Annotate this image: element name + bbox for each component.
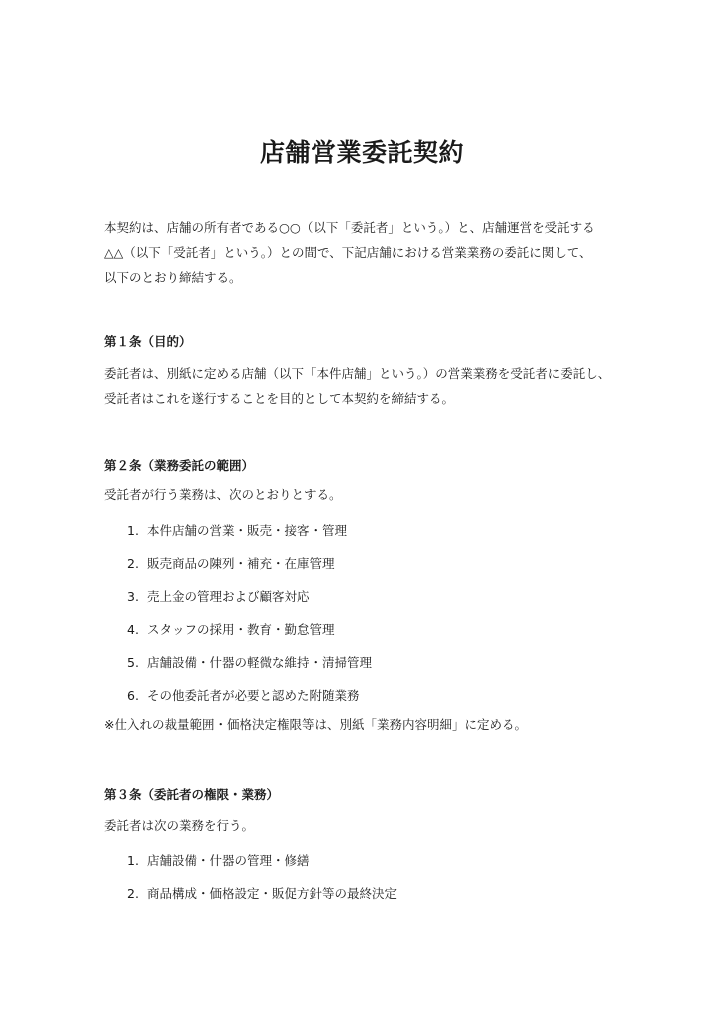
article-2-list-item: 4. スタッフの採用・教育・勤怠管理	[127, 622, 335, 637]
document-title: 店舗営業委託契約	[259, 138, 464, 167]
article-1-body-line-1: 委託者は、別紙に定める店舗（以下「本件店舗」という。）の営業業務を受託者に委託し、	[104, 366, 611, 381]
article-1-heading: 第１条（目的）	[104, 334, 192, 349]
article-2-intro: 受託者が行う業務は、次のとおりとする。	[104, 487, 342, 502]
article-1-body-line-2: 受託者はこれを遂行することを目的として本契約を締結する。	[104, 391, 455, 406]
article-2-list-item: 2. 販売商品の陳列・補充・在庫管理	[127, 556, 335, 571]
article-2-list-item: 5. 店舗設備・什器の軽微な維持・清掃管理	[127, 655, 373, 670]
article-2-list-item: 6. その他委託者が必要と認めた附随業務	[127, 688, 360, 703]
article-3-list-item: 2. 商品構成・価格設定・販促方針等の最終決定	[127, 886, 398, 901]
article-3-heading: 第３条（委託者の権限・業務）	[104, 787, 280, 802]
preamble-line-1: 本契約は、店舗の所有者である○○（以下「委託者」という。）と、店舗運営を受託する	[104, 220, 595, 235]
article-2-list-item: 3. 売上金の管理および顧客対応	[127, 589, 310, 604]
article-2-list-item: 1. 本件店舗の営業・販売・接客・管理	[127, 523, 348, 538]
preamble-line-3: 以下のとおり締結する。	[104, 270, 242, 285]
article-2-note: ※仕入れの裁量範囲・価格決定権限等は、別紙「業務内容明細」に定める。	[104, 717, 527, 732]
article-3-intro: 委託者は次の業務を行う。	[104, 818, 255, 833]
preamble-line-2: △△（以下「受託者」という。）との間で、下記店舗における営業業務の委託に関して、	[104, 245, 592, 260]
article-3-list-item: 1. 店舗設備・什器の管理・修繕	[127, 853, 310, 868]
article-2-heading: 第２条（業務委託の範囲）	[104, 458, 255, 473]
